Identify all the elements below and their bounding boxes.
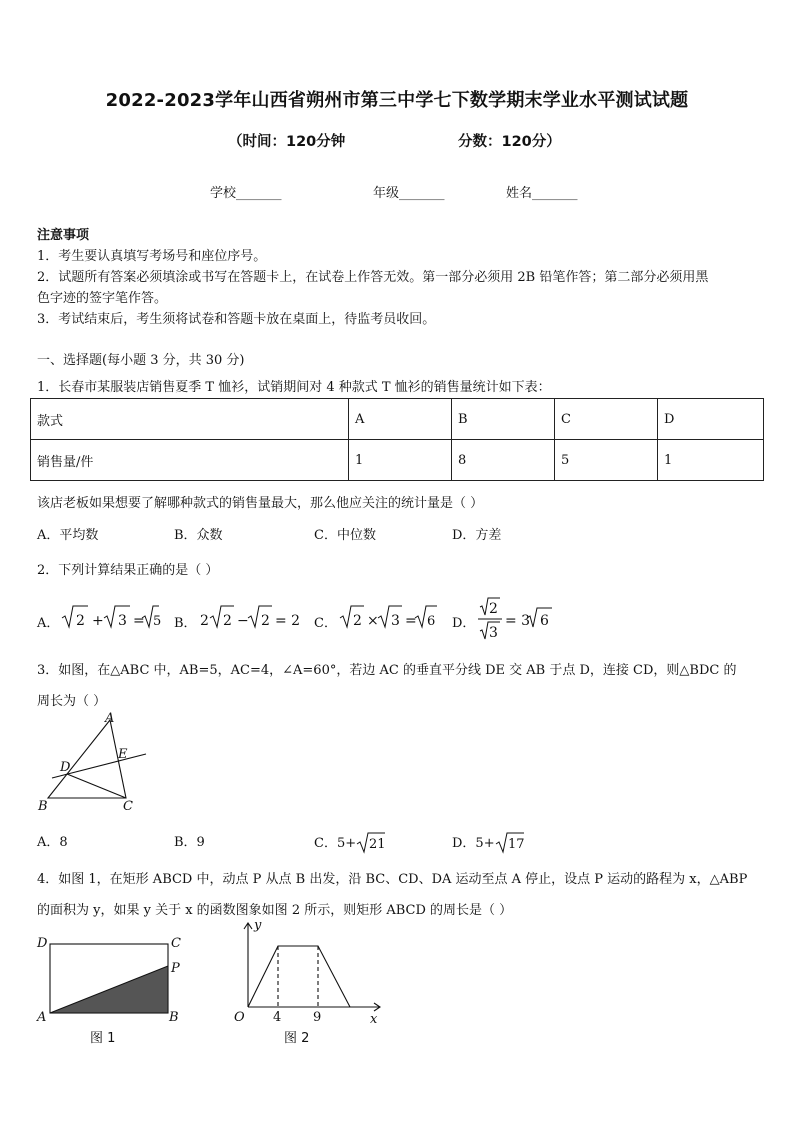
formula-text: 2: [223, 613, 232, 629]
segment-cd: [67, 774, 126, 798]
formula-text: =: [405, 613, 417, 629]
formula-text: 3: [118, 613, 127, 629]
q2-option-d-formula[interactable]: [476, 596, 556, 642]
origin-label: O: [234, 1010, 245, 1025]
formula-text: =: [133, 613, 145, 629]
formula-text: ×: [367, 613, 379, 629]
q1-option-c[interactable]: C．中位数: [314, 528, 376, 543]
point-label-a: A: [37, 1010, 47, 1025]
table-cell: 1: [349, 440, 452, 481]
q3-stem-line2: 周长为（ ）: [37, 694, 107, 709]
formula-text: 5: [153, 614, 162, 629]
sales-table: [30, 398, 764, 481]
radicand: 17: [507, 837, 525, 852]
q1-stem: 1．长春市某服装店销售夏季 T 恤衫，试销期间对 4 种款式 T 恤衫的销售量统计如下表：: [37, 380, 551, 395]
table-cell: 5: [555, 440, 658, 481]
q2-option-c-label[interactable]: C．: [314, 616, 337, 631]
q2-option-d-label[interactable]: D．: [452, 616, 476, 631]
q4-stem-line2: 的面积为 y，如果 y 关于 x 的函数图象如图 2 所示，则矩形 ABCD 的周长是（ ）: [37, 903, 513, 918]
point-label-b: B: [38, 799, 48, 814]
q2-option-c-formula[interactable]: [338, 598, 438, 634]
x-axis-label: x: [370, 1012, 378, 1027]
q3-option-c[interactable]: [314, 831, 386, 853]
radical-sign: [356, 831, 386, 853]
table-cell: D: [658, 399, 764, 440]
q2-stem: 2．下列计算结果正确的是（ ）: [37, 563, 219, 578]
q3-stem-line1: 3．如图，在△ABC 中，AB=5，AC=4，∠A=60°，若边 AC 的垂直平分线 DE 交 AB 于点 D，连接 CD，则△BDC 的: [37, 663, 737, 678]
q1-question: 该店老板如果想要了解哪种款式的销售量最大，那么他应关注的统计量是（ ）: [37, 496, 484, 511]
q1-option-d[interactable]: D．方差: [452, 528, 502, 543]
formula-text: 2: [76, 613, 85, 629]
triangle-abc: [48, 720, 126, 798]
table-row: [31, 399, 764, 440]
formula-text: 2: [489, 601, 498, 617]
figure-caption: 图 2: [284, 1031, 310, 1046]
point-label-p: P: [171, 961, 180, 976]
radical-sign: [495, 831, 525, 853]
point-label-d: D: [60, 760, 71, 775]
q3-option-b[interactable]: B．9: [174, 835, 205, 850]
name-field[interactable]: 姓名_______: [506, 186, 578, 201]
point-label-e: E: [118, 747, 128, 762]
formula-text: 2: [200, 613, 209, 629]
table-cell: 销售量/件: [31, 440, 349, 481]
point-label-c: C: [171, 936, 181, 951]
exam-time: （时间：120分钟: [228, 134, 346, 150]
notice-item: 色字迹的签字笔作答。: [37, 291, 168, 306]
formula-text: = 2: [275, 613, 301, 629]
figure-caption: 图 1: [90, 1031, 116, 1046]
q3-option-a[interactable]: A．8: [37, 835, 68, 850]
point-label-c: C: [123, 799, 133, 814]
formula-text: 2: [261, 613, 270, 629]
table-cell: 款式: [31, 399, 349, 440]
formula-text: 3: [391, 613, 400, 629]
grade-field[interactable]: 年级_______: [373, 186, 445, 201]
shaded-triangle-abp: [50, 966, 168, 1013]
radicand: 21: [369, 837, 386, 852]
q3-option-c-text: C．5+: [314, 836, 357, 851]
notice-item: 3．考试结束后，考生须将试卷和答题卡放在桌面上，待监考员收回。: [37, 312, 436, 327]
formula-text: +: [92, 613, 104, 629]
q1-option-b[interactable]: B．众数: [174, 528, 223, 543]
formula-text: 6: [427, 614, 436, 629]
table-cell: A: [349, 399, 452, 440]
exam-score: 分数：120分）: [458, 134, 561, 150]
q3-option-d[interactable]: [452, 831, 525, 853]
q1-option-a[interactable]: A．平均数: [37, 528, 99, 543]
formula-text: = 3: [505, 613, 531, 629]
q4-figure-1: [34, 930, 194, 1050]
q4-figure-2: [222, 915, 392, 1050]
tick-label: 4: [273, 1010, 282, 1025]
point-label-b: B: [169, 1010, 179, 1025]
table-cell: 1: [658, 440, 764, 481]
q3-triangle-figure: [30, 710, 160, 816]
q4-stem-line1: 4．如图 1，在矩形 ABCD 中，动点 P 从点 B 出发，沿 BC、CD、DA 运动至点 A 停止，设点 P 运动的路程为 x，△ABP: [37, 872, 748, 887]
function-graph: [248, 946, 350, 1007]
q2-option-a-formula[interactable]: [60, 598, 160, 634]
q3-option-d-text: D．5+: [452, 836, 495, 851]
q2-option-b-label[interactable]: B．: [174, 616, 197, 631]
notice-item: 1．考生要认真填写考场号和座位序号。: [37, 249, 267, 264]
y-axis-label: y: [254, 918, 262, 933]
table-row: [31, 440, 764, 481]
formula-text: 3: [489, 625, 498, 641]
formula-text: −: [237, 613, 249, 629]
section-heading: 一、选择题(每小题 3 分，共 30 分): [37, 353, 245, 368]
notice-heading: 注意事项: [37, 228, 90, 243]
notice-item: 2．试题所有答案必须填涂或书写在答题卡上，在试卷上作答无效。第一部分必须用 2B 铅笔作答；第二部分必须用黑: [37, 270, 709, 285]
tick-label: 9: [313, 1010, 322, 1025]
point-label-a: A: [105, 711, 115, 726]
school-field[interactable]: 学校_______: [210, 186, 282, 201]
table-cell: B: [452, 399, 555, 440]
table-cell: 8: [452, 440, 555, 481]
page-title: 2022-2023学年山西省朔州市第三中学七下数学期末学业水平测试试题: [105, 90, 689, 111]
q2-option-a-label[interactable]: A．: [37, 616, 60, 631]
q2-option-b-formula[interactable]: [198, 598, 301, 634]
formula-text: 6: [540, 613, 549, 629]
table-cell: C: [555, 399, 658, 440]
point-label-d: D: [37, 936, 48, 951]
formula-text: 2: [353, 613, 362, 629]
